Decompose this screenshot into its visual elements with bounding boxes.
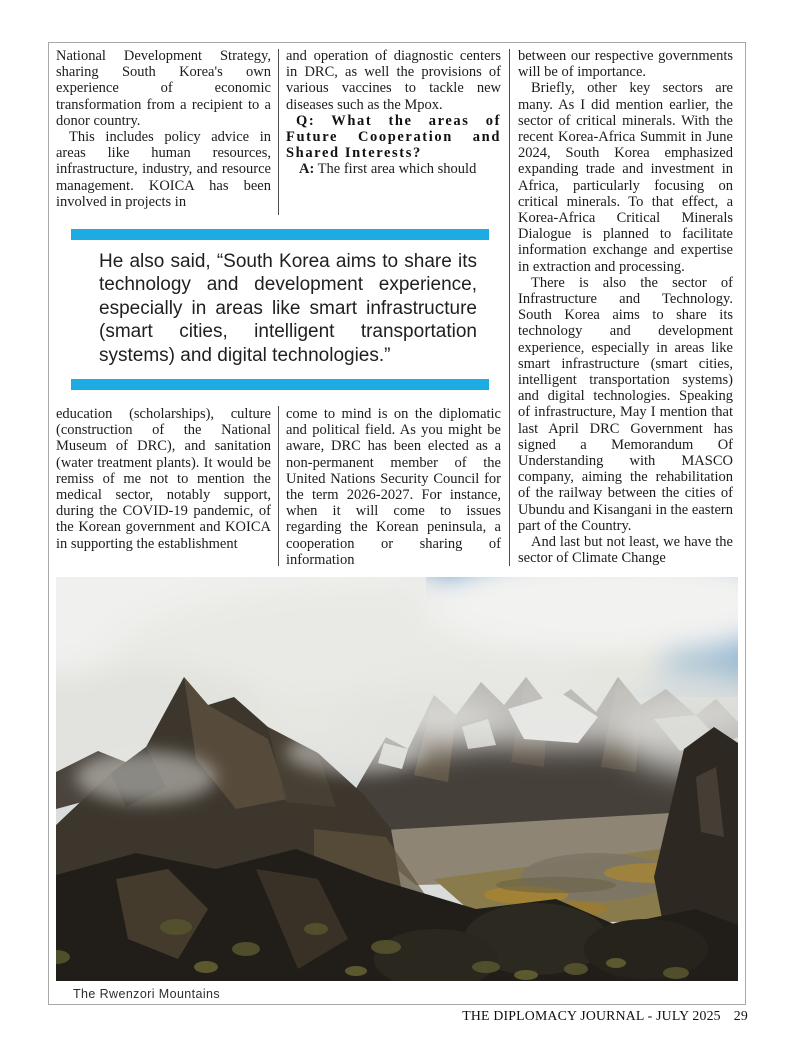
paragraph: And last but not least, we have the sector of Climate Change <box>518 534 733 567</box>
photo-caption: The Rwenzori Mountains <box>73 987 221 1001</box>
paragraph: education (scholarships), culture (construction of the National Museum of DRC), and sanitation (water treatment plants). It would be remiss of me not to mention the medical sector, notably support, during the COVID-19 pandemic, of the Korean government and KOICA in supporting the establishment <box>56 406 271 552</box>
answer-label: A: <box>299 161 315 178</box>
quote-accent-bar-top <box>71 229 489 240</box>
column-rule <box>509 49 510 566</box>
column-2-bottom <box>286 406 501 569</box>
page-footer <box>462 1008 748 1024</box>
answer-text: The first area which should <box>314 161 477 178</box>
quote-text: He also said, “South Korea aims to share its technology and development experience, especially in areas like smart infrastructure (smart cities, intelligent transportation systems) and digital technologies.” <box>99 251 477 366</box>
paragraph: National Development Strategy, sharing South Korea's own experience of economic transformation from a recipient to a donor country. <box>56 48 271 129</box>
pull-quote <box>71 229 489 390</box>
question-heading: Q: What the areas of Future Cooperation and Shared Interests? <box>286 112 501 162</box>
column-rule <box>278 49 279 215</box>
column-2-top <box>286 48 501 226</box>
journal-title: THE DIPLOMACY JOURNAL - JULY 2025 <box>462 1008 721 1023</box>
column-1-top <box>56 48 271 224</box>
mountain-landscape-illustration <box>56 577 738 981</box>
paragraph: Briefly, other key sectors are many. As I did mention earlier, the sector of critical minerals. With the recent Korea-Africa Summit in June 2024, South Korea emphasized expanding trade and investment in Africa, particularly focusing on critical minerals. To that effect, a Korea-Africa Critical Minerals Dialogue is planned to facilitate information exchange and expertise in extraction and processing. <box>518 80 733 275</box>
column-rule <box>278 406 279 566</box>
paragraph: This includes policy advice in areas like human resources, infrastructure, industry, and resource management. KOICA has been involved in projects in <box>56 129 271 210</box>
column-3 <box>518 48 733 570</box>
paragraph: and operation of diagnostic centers in DRC, as well the provisions of various vaccines to tackle new diseases such as the Mpox. <box>286 48 501 113</box>
paragraph: There is also the sector of Infrastructure and Technology. South Korea aims to share its technology and development experience, especially in areas like smart infrastructure (smart cities, intelligent transportation systems) and digital technologies. Speaking of infrastructure, May I mention that last April DRC Government has signed a Memorandum Of Understanding with MASCO company, aiming the rehabilitation of the railway between the cities of Ubundu and Kisangani in the eastern part of the Country. <box>518 274 733 534</box>
paragraph: come to mind is on the diplomatic and political field. As you might be aware, DRC has been elected as a non-permanent member of the United Nations Security Council for the term 2026-2027. For instance, when it will come to issues regarding the Korean peninsula, a cooperation or sharing of information <box>286 406 501 568</box>
column-1-bottom <box>56 406 271 569</box>
quote-accent-bar-bottom <box>71 379 489 390</box>
paragraph: between our respective governments will be of importance. <box>518 48 733 81</box>
page-number: 29 <box>733 1008 748 1023</box>
answer-paragraph <box>286 161 501 177</box>
page-border-frame <box>48 42 746 1005</box>
rwenzori-mountains-photo <box>56 577 738 981</box>
